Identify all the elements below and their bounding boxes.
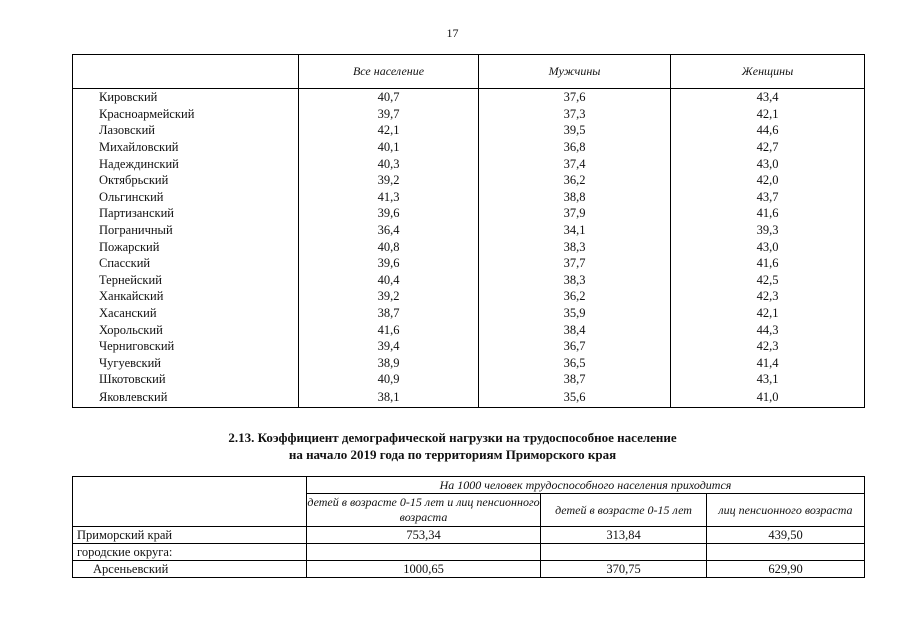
value-all: 39,6 <box>299 255 479 272</box>
value-all: 40,4 <box>299 272 479 289</box>
value-men: 36,2 <box>479 172 671 189</box>
value-pensioners-load <box>707 544 865 561</box>
value-men: 38,3 <box>479 238 671 255</box>
value-women: 41,4 <box>671 355 865 372</box>
value-all: 38,7 <box>299 305 479 322</box>
table-row <box>73 139 865 156</box>
value-all: 40,3 <box>299 155 479 172</box>
table-header-row <box>73 55 865 89</box>
district-name: Пожарский <box>73 238 299 255</box>
table-row <box>73 205 865 222</box>
header-blank <box>73 55 299 89</box>
value-all: 36,4 <box>299 222 479 239</box>
value-all: 40,8 <box>299 238 479 255</box>
table-row <box>73 89 865 106</box>
table-row <box>73 338 865 355</box>
territory-name: Арсеньевский <box>73 561 307 578</box>
value-women: 42,3 <box>671 288 865 305</box>
header-men: Мужчины <box>479 55 671 89</box>
district-name: Партизанский <box>73 205 299 222</box>
value-women: 42,7 <box>671 139 865 156</box>
district-name: Пограничный <box>73 222 299 239</box>
value-women: 42,1 <box>671 305 865 322</box>
load-table-body <box>73 477 865 578</box>
district-name: Шкотовский <box>73 371 299 388</box>
header-children-and-pensioners: детей в возрасте 0-15 лет и лиц пенсионного возраста <box>307 494 541 527</box>
district-name: Черниговский <box>73 338 299 355</box>
table-row <box>73 305 865 322</box>
table-row <box>73 238 865 255</box>
district-name: Чугуевский <box>73 355 299 372</box>
value-men: 37,9 <box>479 205 671 222</box>
district-name: Михайловский <box>73 139 299 156</box>
value-all: 38,9 <box>299 355 479 372</box>
header-blank <box>73 477 307 527</box>
value-men: 36,7 <box>479 338 671 355</box>
header-women: Женщины <box>671 55 865 89</box>
value-all: 41,6 <box>299 321 479 338</box>
value-men: 37,3 <box>479 106 671 123</box>
district-name: Хорольский <box>73 321 299 338</box>
page-number: 17 <box>446 26 459 40</box>
value-men: 38,4 <box>479 321 671 338</box>
value-pensioners-load: 629,90 <box>707 561 865 578</box>
value-women: 43,4 <box>671 89 865 106</box>
value-men: 38,8 <box>479 189 671 206</box>
district-name: Октябрьский <box>73 172 299 189</box>
value-women: 42,0 <box>671 172 865 189</box>
district-name: Хасанский <box>73 305 299 322</box>
district-name: Ольгинский <box>73 189 299 206</box>
district-name: Лазовский <box>73 122 299 139</box>
header-all-population: Все население <box>299 55 479 89</box>
territory-name: городские округа: <box>73 544 307 561</box>
value-women: 41,6 <box>671 205 865 222</box>
value-all: 38,1 <box>299 388 479 408</box>
value-women: 44,3 <box>671 321 865 338</box>
value-women: 41,6 <box>671 255 865 272</box>
value-all: 39,2 <box>299 288 479 305</box>
value-men: 38,7 <box>479 371 671 388</box>
value-men: 34,1 <box>479 222 671 239</box>
table-row <box>73 561 865 578</box>
table-header-row <box>73 477 865 494</box>
value-women: 43,1 <box>671 371 865 388</box>
value-women: 43,0 <box>671 238 865 255</box>
table-row <box>73 172 865 189</box>
value-children-load <box>541 544 707 561</box>
header-group: На 1000 человек трудоспособного населения приходится <box>307 477 865 494</box>
value-all: 39,7 <box>299 106 479 123</box>
table-row <box>73 222 865 239</box>
load-table <box>72 476 865 578</box>
value-women: 39,3 <box>671 222 865 239</box>
value-children-load: 370,75 <box>541 561 707 578</box>
table-row <box>73 527 865 544</box>
section-title-line1: 2.13. Коэффициент демографической нагрузки на трудоспособное население <box>228 430 677 445</box>
value-all: 40,1 <box>299 139 479 156</box>
district-name: Кировский <box>73 89 299 106</box>
value-all: 39,4 <box>299 338 479 355</box>
value-women: 43,0 <box>671 155 865 172</box>
value-women: 42,5 <box>671 272 865 289</box>
table-row <box>73 155 865 172</box>
table-row <box>73 321 865 338</box>
section-title-line2: на начало 2019 года по территориям Приморского края <box>288 447 617 462</box>
value-women: 42,3 <box>671 338 865 355</box>
table-row <box>73 106 865 123</box>
district-name: Красноармейский <box>73 106 299 123</box>
age-table <box>72 54 865 408</box>
table-row <box>73 544 865 561</box>
value-women: 42,1 <box>671 106 865 123</box>
value-women: 44,6 <box>671 122 865 139</box>
district-name: Тернейский <box>73 272 299 289</box>
age-table-body <box>73 89 865 408</box>
table-row <box>73 371 865 388</box>
value-men: 36,8 <box>479 139 671 156</box>
table-row <box>73 272 865 289</box>
value-all: 40,9 <box>299 371 479 388</box>
value-total-load: 753,34 <box>307 527 541 544</box>
value-men: 37,6 <box>479 89 671 106</box>
value-all: 39,6 <box>299 205 479 222</box>
header-pensioners: лиц пенсионного возраста <box>707 494 865 527</box>
value-children-load: 313,84 <box>541 527 707 544</box>
district-name: Ханкайский <box>73 288 299 305</box>
value-women: 43,7 <box>671 189 865 206</box>
value-all: 41,3 <box>299 189 479 206</box>
territory-name: Приморский край <box>73 527 307 544</box>
value-all: 40,7 <box>299 89 479 106</box>
value-men: 37,7 <box>479 255 671 272</box>
table-row <box>73 288 865 305</box>
table-row <box>73 388 865 408</box>
value-men: 36,2 <box>479 288 671 305</box>
district-name: Надеждинский <box>73 155 299 172</box>
value-men: 38,3 <box>479 272 671 289</box>
table-row <box>73 255 865 272</box>
header-children: детей в возрасте 0-15 лет <box>541 494 707 527</box>
value-pensioners-load: 439,50 <box>707 527 865 544</box>
value-total-load <box>307 544 541 561</box>
district-name: Спасский <box>73 255 299 272</box>
table-row <box>73 122 865 139</box>
value-men: 35,9 <box>479 305 671 322</box>
value-men: 37,4 <box>479 155 671 172</box>
value-all: 42,1 <box>299 122 479 139</box>
value-men: 35,6 <box>479 388 671 408</box>
value-total-load: 1000,65 <box>307 561 541 578</box>
section-title <box>0 429 905 463</box>
value-women: 41,0 <box>671 388 865 408</box>
value-men: 36,5 <box>479 355 671 372</box>
table-row <box>73 189 865 206</box>
district-name: Яковлевский <box>73 388 299 408</box>
table-row <box>73 355 865 372</box>
value-men: 39,5 <box>479 122 671 139</box>
value-all: 39,2 <box>299 172 479 189</box>
